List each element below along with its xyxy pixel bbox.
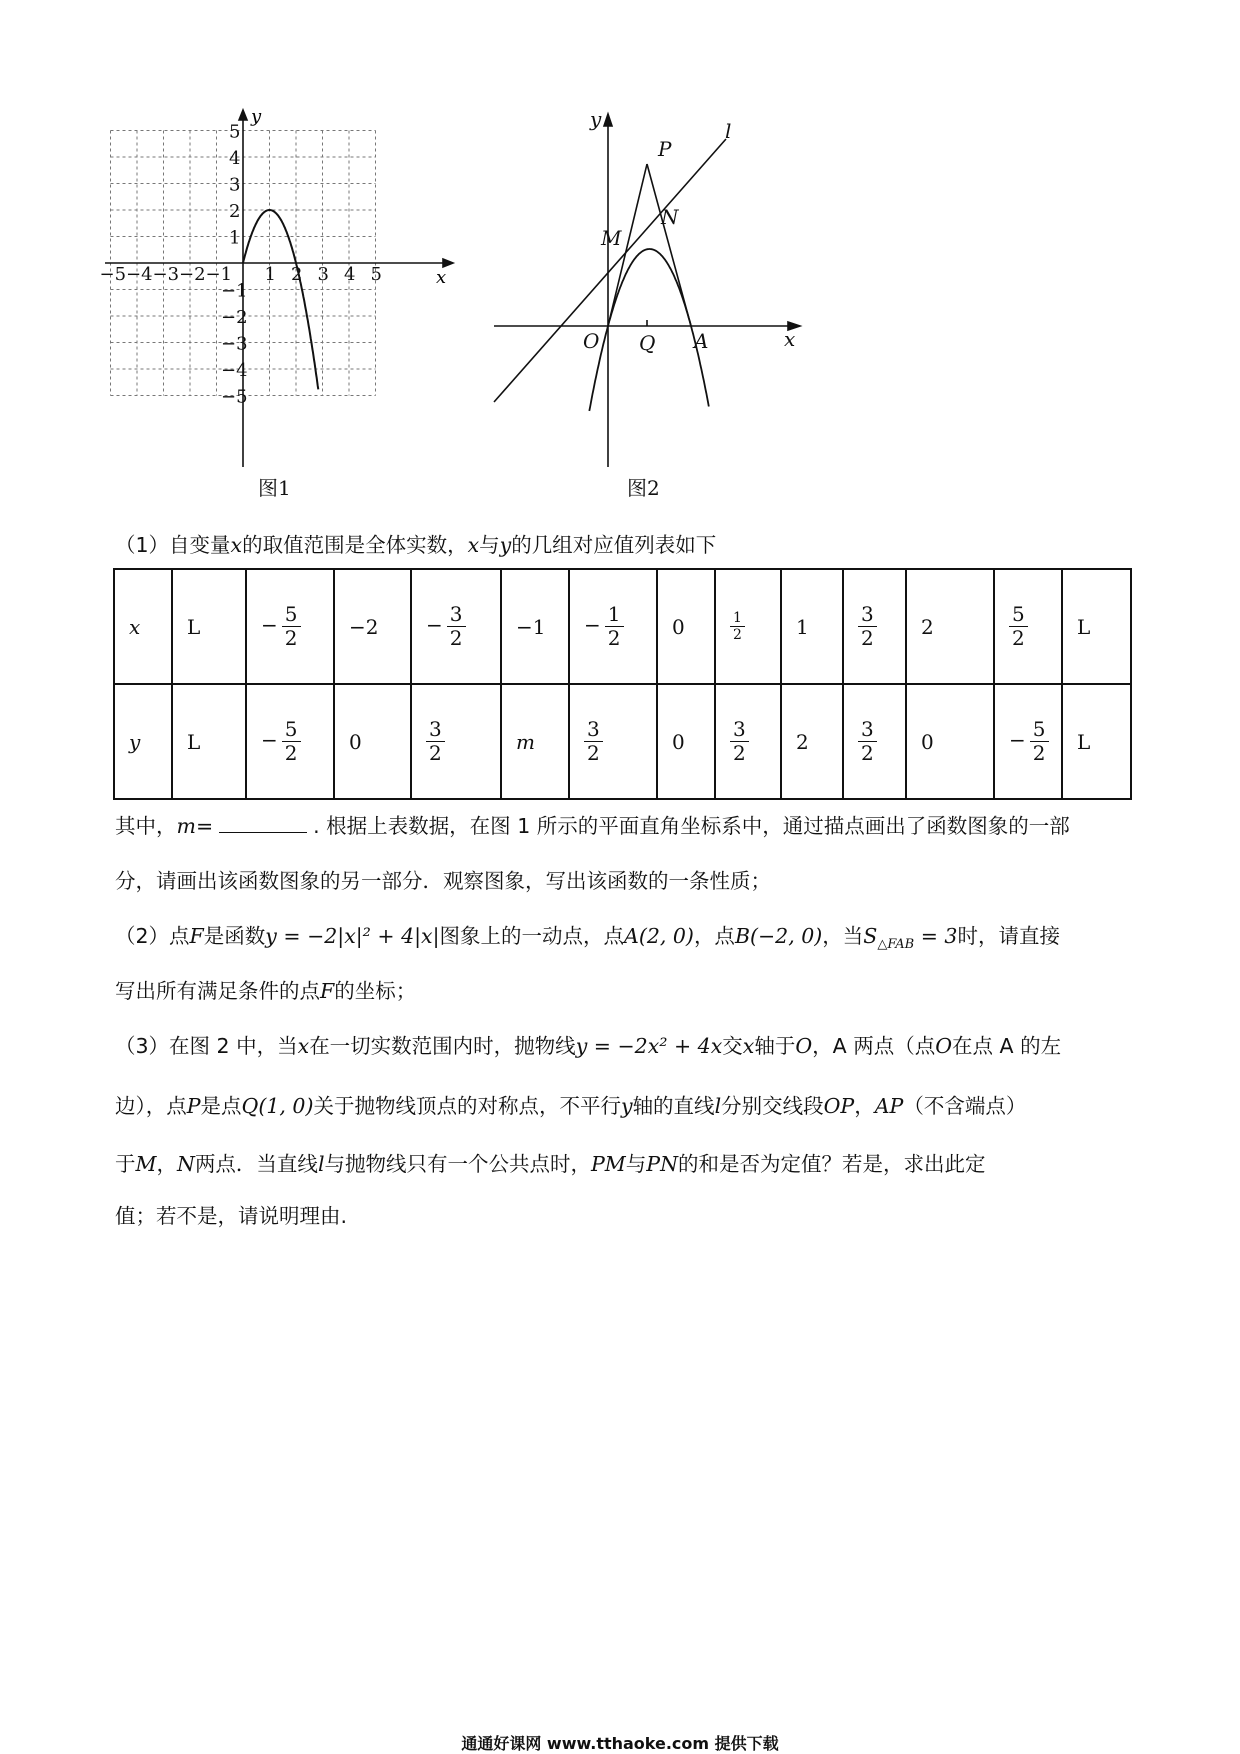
table-cell: L: [172, 569, 246, 684]
part-3-line-2: 边），点P是点Q(1, 0)关于抛物线顶点的对称点，不平行y轴的直线l分别交线段OP，AP（不含端点）: [115, 1094, 1027, 1118]
fraction: $\frac{3}{2}$: [858, 718, 877, 765]
figure-1-graph: [99, 106, 455, 470]
table-cell: 0: [906, 684, 994, 799]
part-3-line-1: （3）在图 2 中，当x在一切实数范围内时，抛物线y = −2x² + 4x交x轴于O，A 两点（点O在点 A 的左: [115, 1034, 1062, 1058]
x-tick-label: −5: [99, 264, 127, 285]
table-cell: 0: [334, 684, 411, 799]
footer-source: 通通好课网 www.tthaoke.com 提供下载: [461, 1734, 779, 1753]
table-cell: [569, 684, 657, 799]
table-cell: 0: [657, 569, 715, 684]
table-cell: − $\frac{5}{2}$: [246, 569, 334, 684]
fraction: $\frac{3}{2}$: [426, 718, 445, 765]
values-table: [113, 568, 1132, 800]
part-1-line-2: 分，请画出该函数图象的另一部分．观察图象，写出该函数的一条性质；: [115, 869, 771, 893]
point-n-label: N: [661, 205, 679, 229]
x-tick-label: 1: [264, 264, 276, 285]
table-cell: [715, 569, 781, 684]
table-cell: −2: [334, 569, 411, 684]
figure-2-y-arrow: [604, 114, 612, 126]
figure-1-caption: 图1: [258, 476, 291, 500]
fraction: $\frac{3}{2}$: [858, 603, 877, 650]
y-tick-label: −1: [221, 280, 248, 302]
table-cell: 1: [781, 569, 843, 684]
figure-2-caption: 图2: [627, 476, 660, 500]
y-tick-label: 5: [229, 121, 241, 143]
table-cell: m: [501, 684, 569, 799]
part-2-line-1: （2）点F是函数y = −2|x|² + 4|x|图象上的一动点，点A(2, 0)，点B(−2, 0)，当$S_{\triangle FAB} = 3$时，请直接: [115, 924, 1060, 953]
table-row: [114, 569, 1131, 684]
table-cell: 2: [906, 569, 994, 684]
fraction: $\frac{5}{2}$: [1009, 603, 1028, 650]
figure-2-y-label: y: [590, 107, 602, 131]
fraction: $\frac{1}{2}$: [730, 610, 745, 643]
y-tick-label: −3: [221, 333, 248, 355]
table-cell: 0: [657, 684, 715, 799]
x-tick-label: 3: [317, 264, 329, 285]
point-a-label: A: [694, 329, 709, 353]
table-cell: L: [172, 684, 246, 799]
fraction: $\frac{1}{2}$: [605, 603, 624, 650]
line-l-label: l: [725, 119, 732, 143]
table-cell: [843, 569, 906, 684]
table-cell: [715, 684, 781, 799]
part-3-line-4: 值；若不是，请说明理由.: [115, 1204, 348, 1228]
part-1-line-1: 其中，m= . 根据上表数据，在图 1 所示的平面直角坐标系中，通过描点画出了函数图象的一部: [115, 814, 1070, 838]
table-cell: − $\frac{5}{2}$: [994, 684, 1062, 799]
y-tick-label: 1: [229, 227, 241, 249]
y-tick-label: −2: [221, 307, 248, 328]
x-tick-label: −4: [126, 264, 153, 285]
point-m-label: M: [601, 226, 622, 250]
point-p-label: P: [658, 137, 672, 161]
x-tick-label: 5: [370, 264, 382, 285]
y-tick-label: 3: [229, 174, 241, 196]
y-tick-label: −4: [221, 360, 248, 381]
table-cell: − $\frac{5}{2}$: [246, 684, 334, 799]
part-1-intro: （1）自变量x的取值范围是全体实数，x与y的几组对应值列表如下: [115, 533, 717, 557]
point-q-label: Q: [639, 331, 656, 355]
answer-blank-m[interactable]: [219, 814, 307, 833]
y-tick-label: −5: [221, 386, 248, 408]
x-tick-label: 4: [344, 264, 356, 285]
table-cell: − $\frac{3}{2}$: [411, 569, 501, 684]
table-row-header: x: [114, 569, 172, 684]
fraction: $\frac{3}{2}$: [447, 603, 466, 650]
table-cell: [843, 684, 906, 799]
table-cell: − $\frac{1}{2}$: [569, 569, 657, 684]
x-tick-label: −1: [205, 264, 233, 285]
table-row-header: y: [114, 684, 172, 799]
point-o-label: O: [583, 329, 600, 353]
x-tick-label: 2: [291, 264, 303, 285]
table-cell: [994, 569, 1062, 684]
table-cell: [411, 684, 501, 799]
figure-1-x-label: x: [436, 267, 447, 288]
fraction: $\frac{3}{2}$: [584, 718, 603, 765]
fraction: $\frac{3}{2}$: [730, 718, 749, 765]
line-l: [494, 139, 726, 402]
y-tick-label: 2: [229, 201, 241, 222]
table-row: [114, 684, 1131, 799]
figure-1-y-arrow: [239, 110, 247, 120]
table-cell: L: [1062, 569, 1131, 684]
x-tick-label: −3: [152, 264, 180, 285]
x-tick-label: −2: [179, 264, 206, 285]
figure-2-graph: [490, 107, 810, 472]
table-cell: 2: [781, 684, 843, 799]
table-cell: L: [1062, 684, 1131, 799]
fraction: $\frac{5}{2}$: [282, 603, 301, 650]
figure-2-x-label: x: [784, 327, 796, 351]
figure-1-y-label: y: [251, 106, 262, 127]
part-2-line-2: 写出所有满足条件的点F的坐标；: [115, 979, 417, 1003]
table-cell: −1: [501, 569, 569, 684]
fraction: $\frac{5}{2}$: [282, 718, 301, 765]
y-tick-label: 4: [229, 148, 241, 169]
figure-1-x-arrow: [443, 259, 453, 267]
fraction: $\frac{5}{2}$: [1030, 718, 1049, 765]
part-3-line-3: 于M，N两点．当直线l与抛物线只有一个公共点时，PM与PN的和是否为定值？若是，求出此定: [115, 1152, 986, 1176]
